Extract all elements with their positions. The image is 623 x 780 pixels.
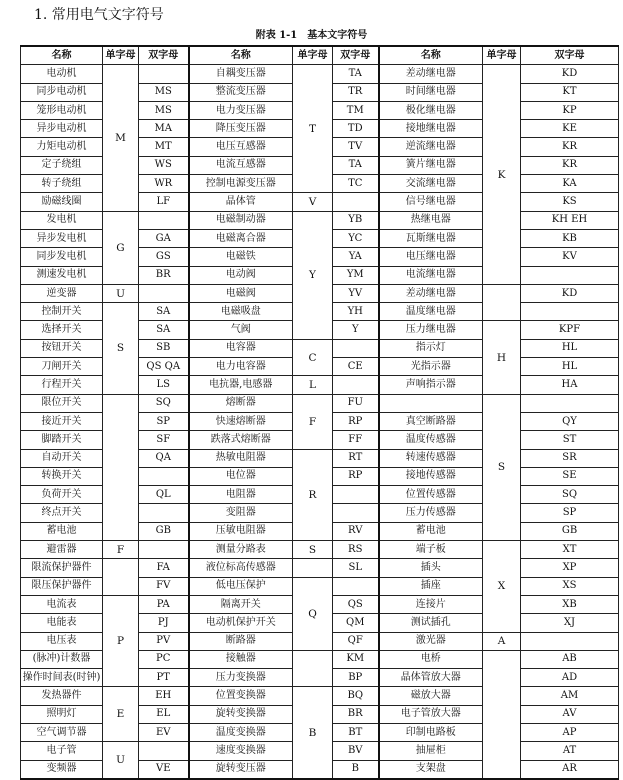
cell-double-letter: AT bbox=[521, 742, 619, 760]
cell-name: 电位器 bbox=[189, 467, 293, 485]
cell-name: 旋转变压器 bbox=[189, 760, 293, 779]
cell-double-letter: PV bbox=[139, 632, 189, 650]
table-row bbox=[21, 65, 619, 83]
cell-name: 测速发电机 bbox=[21, 266, 103, 284]
header-double-letter: 双字母 bbox=[333, 46, 379, 65]
cell-double-letter: BT bbox=[333, 723, 379, 741]
cell-name: 指示灯 bbox=[379, 339, 483, 357]
cell-name: 接近开关 bbox=[21, 412, 103, 430]
cell-single-letter-group: S bbox=[483, 394, 521, 540]
cell-name: 自耦变压器 bbox=[189, 65, 293, 83]
cell-double-letter: KA bbox=[521, 175, 619, 193]
cell-double-letter: SR bbox=[521, 449, 619, 467]
cell-single-letter-group bbox=[103, 394, 139, 540]
cell-double-letter: YM bbox=[333, 266, 379, 284]
cell-double-letter bbox=[333, 504, 379, 522]
cell-double-letter: BR bbox=[333, 705, 379, 723]
cell-name: (脉冲)计数器 bbox=[21, 650, 103, 668]
cell-double-letter: XS bbox=[521, 577, 619, 595]
cell-name: 瓦斯继电器 bbox=[379, 229, 483, 247]
cell-single-letter-group: V bbox=[293, 193, 333, 211]
cell-name: 蓄电池 bbox=[379, 522, 483, 540]
cell-double-letter: GB bbox=[521, 522, 619, 540]
cell-name: 脚踏开关 bbox=[21, 431, 103, 449]
cell-name: 电磁制动器 bbox=[189, 211, 293, 229]
cell-double-letter: PJ bbox=[139, 614, 189, 632]
cell-double-letter: KR bbox=[521, 156, 619, 174]
cell-double-letter: EL bbox=[139, 705, 189, 723]
cell-single-letter-group: X bbox=[483, 541, 521, 632]
cell-name: 抽屉柜 bbox=[379, 742, 483, 760]
cell-double-letter: HA bbox=[521, 376, 619, 394]
header-double-letter: 双字母 bbox=[521, 46, 619, 65]
cell-name: 时间继电器 bbox=[379, 83, 483, 101]
cell-double-letter: EV bbox=[139, 723, 189, 741]
cell-double-letter: YV bbox=[333, 284, 379, 302]
cell-double-letter: SP bbox=[521, 504, 619, 522]
cell-double-letter: QM bbox=[333, 614, 379, 632]
cell-double-letter: QL bbox=[139, 486, 189, 504]
cell-double-letter: PA bbox=[139, 595, 189, 613]
cell-single-letter-group: Q bbox=[293, 577, 333, 650]
cell-name: 晶体管 bbox=[189, 193, 293, 211]
header-name: 名称 bbox=[21, 46, 103, 65]
cell-double-letter: QY bbox=[521, 412, 619, 430]
cell-name: 印制电路板 bbox=[379, 723, 483, 741]
cell-name: 液位标高传感器 bbox=[189, 559, 293, 577]
cell-name: 信号继电器 bbox=[379, 193, 483, 211]
cell-name: 压敏电阻器 bbox=[189, 522, 293, 540]
cell-single-letter-group: S bbox=[293, 541, 333, 559]
cell-double-letter: B bbox=[333, 760, 379, 779]
table-header bbox=[21, 46, 619, 65]
cell-double-letter: TV bbox=[333, 138, 379, 156]
section-heading: 1. 常用电气文字符号 bbox=[34, 7, 164, 23]
cell-name: 空气调节器 bbox=[21, 723, 103, 741]
cell-name: 热继电器 bbox=[379, 211, 483, 229]
cell-name: 速度变换器 bbox=[189, 742, 293, 760]
cell-name: 自动开关 bbox=[21, 449, 103, 467]
cell-name: 跌落式熔断器 bbox=[189, 431, 293, 449]
cell-name: 差动继电器 bbox=[379, 65, 483, 83]
cell-single-letter-group: F bbox=[103, 541, 139, 559]
header-single-letter: 单字母 bbox=[293, 46, 333, 65]
cell-name: 同步电动机 bbox=[21, 83, 103, 101]
cell-name: 变阻器 bbox=[189, 504, 293, 522]
cell-double-letter: TR bbox=[333, 83, 379, 101]
cell-double-letter: TM bbox=[333, 101, 379, 119]
cell-double-letter: TC bbox=[333, 175, 379, 193]
cell-single-letter-group: M bbox=[103, 65, 139, 211]
cell-double-letter: HL bbox=[521, 339, 619, 357]
cell-name: 低电压保护 bbox=[189, 577, 293, 595]
cell-double-letter bbox=[139, 504, 189, 522]
cell-name: 位置传感器 bbox=[379, 486, 483, 504]
cell-double-letter: SQ bbox=[139, 394, 189, 412]
cell-double-letter: SL bbox=[333, 559, 379, 577]
cell-double-letter: PC bbox=[139, 650, 189, 668]
cell-name: 接触器 bbox=[189, 650, 293, 668]
cell-double-letter: RP bbox=[333, 412, 379, 430]
cell-name: 温度传感器 bbox=[379, 431, 483, 449]
cell-name: 熔断器 bbox=[189, 394, 293, 412]
cell-double-letter: AB bbox=[521, 650, 619, 668]
cell-name: 终点开关 bbox=[21, 504, 103, 522]
cell-name: 行程开关 bbox=[21, 376, 103, 394]
header-name: 名称 bbox=[189, 46, 293, 65]
cell-double-letter: BQ bbox=[333, 687, 379, 705]
cell-single-letter-group: F bbox=[293, 394, 333, 449]
cell-single-letter-group: S bbox=[103, 303, 139, 394]
cell-name: 发热器件 bbox=[21, 687, 103, 705]
cell-name: 笼形电动机 bbox=[21, 101, 103, 119]
header-single-letter: 单字母 bbox=[483, 46, 521, 65]
cell-single-letter-group bbox=[483, 284, 521, 321]
cell-double-letter: BP bbox=[333, 669, 379, 687]
cell-double-letter: FA bbox=[139, 559, 189, 577]
cell-name bbox=[379, 394, 483, 412]
cell-name: 电抗器,电感器 bbox=[189, 376, 293, 394]
cell-name: 励磁线圈 bbox=[21, 193, 103, 211]
cell-name: 电磁吸盘 bbox=[189, 303, 293, 321]
cell-double-letter: HL bbox=[521, 358, 619, 376]
cell-name: 控制电源变压器 bbox=[189, 175, 293, 193]
cell-name: 气阀 bbox=[189, 321, 293, 339]
cell-double-letter: XT bbox=[521, 541, 619, 559]
cell-double-letter: YH bbox=[333, 303, 379, 321]
table-row bbox=[21, 394, 619, 412]
cell-double-letter: AV bbox=[521, 705, 619, 723]
cell-double-letter bbox=[521, 266, 619, 284]
cell-double-letter: QF bbox=[333, 632, 379, 650]
cell-double-letter: SP bbox=[139, 412, 189, 430]
cell-single-letter-group: U bbox=[103, 742, 139, 779]
cell-name: 电磁铁 bbox=[189, 248, 293, 266]
cell-double-letter: RV bbox=[333, 522, 379, 540]
cell-double-letter: BV bbox=[333, 742, 379, 760]
cell-single-letter-group: T bbox=[293, 65, 333, 193]
cell-double-letter: SA bbox=[139, 321, 189, 339]
cell-name: 异步发电机 bbox=[21, 229, 103, 247]
cell-name: 插头 bbox=[379, 559, 483, 577]
cell-double-letter: ST bbox=[521, 431, 619, 449]
table-caption: 附表 1-1 基本文字符号 bbox=[255, 30, 368, 41]
cell-double-letter: XB bbox=[521, 595, 619, 613]
cell-double-letter bbox=[139, 211, 189, 229]
cell-name: 电动机保护开关 bbox=[189, 614, 293, 632]
cell-name: 电子管放大器 bbox=[379, 705, 483, 723]
cell-double-letter: AM bbox=[521, 687, 619, 705]
cell-single-letter-group: R bbox=[293, 449, 333, 540]
cell-name: 逆流继电器 bbox=[379, 138, 483, 156]
cell-double-letter: YB bbox=[333, 211, 379, 229]
cell-double-letter bbox=[333, 486, 379, 504]
cell-name: 热敏电阻器 bbox=[189, 449, 293, 467]
cell-double-letter: AD bbox=[521, 669, 619, 687]
cell-double-letter: KR bbox=[521, 138, 619, 156]
cell-double-letter: SQ bbox=[521, 486, 619, 504]
cell-double-letter: KB bbox=[521, 229, 619, 247]
table-row bbox=[21, 559, 619, 577]
cell-double-letter: KD bbox=[521, 65, 619, 83]
cell-double-letter: MS bbox=[139, 83, 189, 101]
cell-double-letter bbox=[333, 339, 379, 357]
table-body bbox=[21, 65, 619, 779]
cell-double-letter: YA bbox=[333, 248, 379, 266]
cell-name: 激光器 bbox=[379, 632, 483, 650]
cell-name: 压力继电器 bbox=[379, 321, 483, 339]
cell-single-letter-group bbox=[483, 650, 521, 779]
cell-name: 电流继电器 bbox=[379, 266, 483, 284]
cell-double-letter: QA bbox=[139, 449, 189, 467]
cell-name: 转子绕组 bbox=[21, 175, 103, 193]
cell-name: 刀闸开关 bbox=[21, 358, 103, 376]
cell-name: 电能表 bbox=[21, 614, 103, 632]
cell-name: 电动机 bbox=[21, 65, 103, 83]
cell-double-letter: CE bbox=[333, 358, 379, 376]
cell-name: 极化继电器 bbox=[379, 101, 483, 119]
cell-single-letter-group: B bbox=[293, 687, 333, 779]
cell-name: 电力电容器 bbox=[189, 358, 293, 376]
cell-double-letter: KM bbox=[333, 650, 379, 668]
cell-name: 电流表 bbox=[21, 595, 103, 613]
cell-double-letter: LS bbox=[139, 376, 189, 394]
cell-single-letter-group bbox=[293, 559, 333, 577]
cell-double-letter bbox=[139, 467, 189, 485]
cell-double-letter: KE bbox=[521, 120, 619, 138]
cell-name: 测量分路表 bbox=[189, 541, 293, 559]
cell-double-letter: AP bbox=[521, 723, 619, 741]
cell-double-letter: TD bbox=[333, 120, 379, 138]
cell-name: 负荷开关 bbox=[21, 486, 103, 504]
cell-double-letter: PT bbox=[139, 669, 189, 687]
cell-double-letter: RP bbox=[333, 467, 379, 485]
cell-name: 控制开关 bbox=[21, 303, 103, 321]
cell-name: 真空断路器 bbox=[379, 412, 483, 430]
cell-name: 电容器 bbox=[189, 339, 293, 357]
cell-single-letter-group: L bbox=[293, 376, 333, 394]
cell-name: 温度变换器 bbox=[189, 723, 293, 741]
cell-name: 连接片 bbox=[379, 595, 483, 613]
cell-double-letter: SF bbox=[139, 431, 189, 449]
cell-double-letter: TA bbox=[333, 65, 379, 83]
cell-name: 同步发电机 bbox=[21, 248, 103, 266]
cell-name: 电磁阀 bbox=[189, 284, 293, 302]
header-double-letter: 双字母 bbox=[139, 46, 189, 65]
cell-double-letter: VE bbox=[139, 760, 189, 779]
cell-name: 磁放大器 bbox=[379, 687, 483, 705]
cell-name: 转速传感器 bbox=[379, 449, 483, 467]
cell-double-letter: KS bbox=[521, 193, 619, 211]
cell-double-letter bbox=[139, 65, 189, 83]
table-row bbox=[21, 687, 619, 705]
cell-name: 避雷器 bbox=[21, 541, 103, 559]
cell-name: 簧片继电器 bbox=[379, 156, 483, 174]
cell-name: 电子管 bbox=[21, 742, 103, 760]
cell-double-letter bbox=[333, 577, 379, 595]
cell-double-letter: KT bbox=[521, 83, 619, 101]
cell-double-letter: KP bbox=[521, 101, 619, 119]
cell-name: 交流继电器 bbox=[379, 175, 483, 193]
cell-double-letter bbox=[139, 541, 189, 559]
cell-single-letter-group bbox=[293, 650, 333, 687]
cell-double-letter: MT bbox=[139, 138, 189, 156]
cell-name: 变频器 bbox=[21, 760, 103, 779]
cell-name: 按钮开关 bbox=[21, 339, 103, 357]
cell-double-letter bbox=[333, 376, 379, 394]
cell-double-letter: BR bbox=[139, 266, 189, 284]
cell-double-letter: GA bbox=[139, 229, 189, 247]
header-row bbox=[21, 46, 619, 65]
cell-double-letter: MS bbox=[139, 101, 189, 119]
cell-double-letter: GB bbox=[139, 522, 189, 540]
cell-double-letter: TA bbox=[333, 156, 379, 174]
cell-double-letter: FU bbox=[333, 394, 379, 412]
cell-name: 整流变压器 bbox=[189, 83, 293, 101]
cell-name: 光指示器 bbox=[379, 358, 483, 376]
cell-double-letter: SA bbox=[139, 303, 189, 321]
cell-name: 旋转变换器 bbox=[189, 705, 293, 723]
cell-name: 蓄电池 bbox=[21, 522, 103, 540]
cell-double-letter: QS bbox=[333, 595, 379, 613]
cell-name: 力矩电动机 bbox=[21, 138, 103, 156]
cell-double-letter bbox=[139, 742, 189, 760]
cell-name: 逆变器 bbox=[21, 284, 103, 302]
symbol-table bbox=[20, 45, 619, 780]
cell-double-letter: KPF bbox=[521, 321, 619, 339]
cell-name: 限位开关 bbox=[21, 394, 103, 412]
cell-single-letter-group: P bbox=[103, 595, 139, 686]
cell-double-letter: KD bbox=[521, 284, 619, 302]
cell-name: 异步电动机 bbox=[21, 120, 103, 138]
cell-double-letter: XJ bbox=[521, 614, 619, 632]
cell-name: 转换开关 bbox=[21, 467, 103, 485]
cell-name: 插座 bbox=[379, 577, 483, 595]
cell-single-letter-group: G bbox=[103, 211, 139, 284]
cell-name: 隔离开关 bbox=[189, 595, 293, 613]
header-single-letter: 单字母 bbox=[103, 46, 139, 65]
cell-double-letter: YC bbox=[333, 229, 379, 247]
cell-double-letter bbox=[521, 394, 619, 412]
header-name: 名称 bbox=[379, 46, 483, 65]
cell-double-letter: KH EH bbox=[521, 211, 619, 229]
cell-name: 发电机 bbox=[21, 211, 103, 229]
table-row bbox=[21, 541, 619, 559]
cell-double-letter: GS bbox=[139, 248, 189, 266]
cell-single-letter-group: E bbox=[103, 687, 139, 742]
cell-name: 电流互感器 bbox=[189, 156, 293, 174]
table-row bbox=[21, 211, 619, 229]
cell-name: 降压变压器 bbox=[189, 120, 293, 138]
cell-name: 差动继电器 bbox=[379, 284, 483, 302]
cell-double-letter: KV bbox=[521, 248, 619, 266]
cell-double-letter: EH bbox=[139, 687, 189, 705]
cell-single-letter-group: Y bbox=[293, 211, 333, 339]
cell-name: 温度继电器 bbox=[379, 303, 483, 321]
cell-double-letter: WR bbox=[139, 175, 189, 193]
cell-double-letter bbox=[521, 632, 619, 650]
cell-double-letter: RT bbox=[333, 449, 379, 467]
cell-name: 电压互感器 bbox=[189, 138, 293, 156]
cell-double-letter: WS bbox=[139, 156, 189, 174]
cell-name: 选择开关 bbox=[21, 321, 103, 339]
cell-name: 电压继电器 bbox=[379, 248, 483, 266]
cell-name: 定子绕组 bbox=[21, 156, 103, 174]
cell-name: 晶体管放大器 bbox=[379, 669, 483, 687]
cell-name: 电压表 bbox=[21, 632, 103, 650]
cell-name: 电力变压器 bbox=[189, 101, 293, 119]
cell-name: 限压保护器件 bbox=[21, 577, 103, 595]
cell-single-letter-group: H bbox=[483, 321, 521, 394]
cell-double-letter: FV bbox=[139, 577, 189, 595]
cell-name: 压力传感器 bbox=[379, 504, 483, 522]
cell-name: 断路器 bbox=[189, 632, 293, 650]
cell-name: 支架盘 bbox=[379, 760, 483, 779]
cell-double-letter: QS QA bbox=[139, 358, 189, 376]
cell-double-letter bbox=[139, 284, 189, 302]
cell-double-letter: SB bbox=[139, 339, 189, 357]
cell-name: 端子板 bbox=[379, 541, 483, 559]
cell-name: 操作时间表(时钟) bbox=[21, 669, 103, 687]
cell-name: 电阻器 bbox=[189, 486, 293, 504]
cell-name: 位置变换器 bbox=[189, 687, 293, 705]
cell-double-letter: SE bbox=[521, 467, 619, 485]
cell-double-letter: AR bbox=[521, 760, 619, 779]
cell-name: 电磁离合器 bbox=[189, 229, 293, 247]
cell-name: 照明灯 bbox=[21, 705, 103, 723]
cell-double-letter: LF bbox=[139, 193, 189, 211]
cell-name: 接地继电器 bbox=[379, 120, 483, 138]
cell-single-letter-group bbox=[103, 559, 139, 596]
cell-double-letter: Y bbox=[333, 321, 379, 339]
cell-double-letter bbox=[521, 303, 619, 321]
cell-name: 电桥 bbox=[379, 650, 483, 668]
cell-name: 限流保护器件 bbox=[21, 559, 103, 577]
cell-double-letter: FF bbox=[333, 431, 379, 449]
cell-double-letter: XP bbox=[521, 559, 619, 577]
cell-double-letter: RS bbox=[333, 541, 379, 559]
cell-double-letter: MA bbox=[139, 120, 189, 138]
cell-name: 压力变换器 bbox=[189, 669, 293, 687]
cell-single-letter-group: K bbox=[483, 65, 521, 285]
cell-name: 接地传感器 bbox=[379, 467, 483, 485]
cell-single-letter-group: A bbox=[483, 632, 521, 650]
cell-single-letter-group: U bbox=[103, 284, 139, 302]
cell-double-letter bbox=[333, 193, 379, 211]
cell-name: 快速熔断器 bbox=[189, 412, 293, 430]
cell-name: 声响指示器 bbox=[379, 376, 483, 394]
cell-name: 测试插孔 bbox=[379, 614, 483, 632]
cell-name: 电动阀 bbox=[189, 266, 293, 284]
cell-single-letter-group: C bbox=[293, 339, 333, 376]
